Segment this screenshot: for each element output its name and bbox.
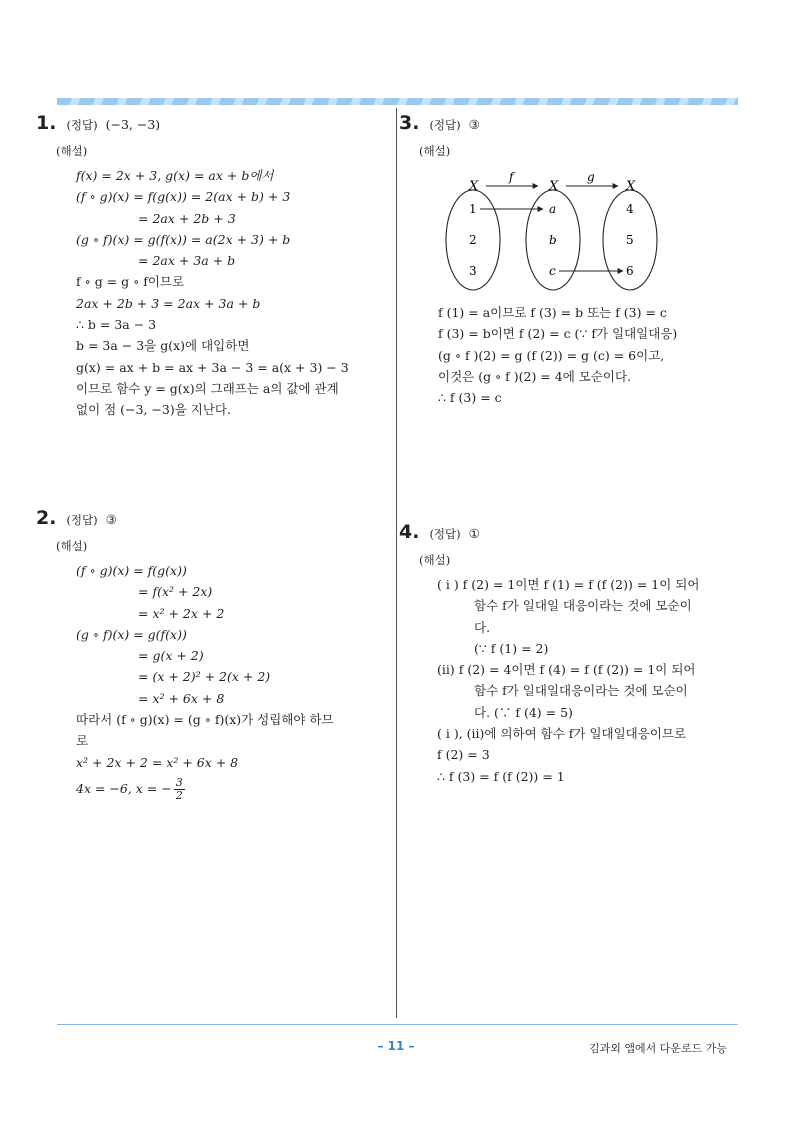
- answer-value: ③: [105, 512, 117, 527]
- solution-line: (f ∘ g)(x) = f(g(x)): [76, 563, 187, 578]
- g-label: g: [587, 170, 595, 184]
- element: 6: [626, 264, 634, 278]
- solution-lines: [76, 560, 386, 805]
- element: 4: [626, 202, 634, 216]
- solution-label: (해설): [56, 144, 88, 158]
- solution-line: = x² + 6x + 8: [138, 690, 225, 706]
- solution-line: ∴ f (3) = f (f (2)) = 1: [437, 768, 565, 784]
- solution-line: = f(x² + 2x): [138, 584, 213, 600]
- element: 1: [469, 202, 477, 216]
- footer-divider: [57, 1024, 738, 1025]
- problem-number: 4.: [399, 521, 420, 543]
- answer-label: (정답): [66, 513, 98, 527]
- problem-3: [399, 112, 749, 159]
- solution-line: = 2ax + 2b + 3: [138, 210, 236, 226]
- problem-3-solution: [438, 302, 738, 408]
- element: 2: [469, 233, 477, 247]
- problem-4: [399, 521, 744, 787]
- mapping-diagram: [442, 170, 667, 295]
- solution-line: = x² + 2x + 2: [138, 605, 225, 621]
- solution-line: f (1) = a이므로 f (3) = b 또는 f (3) = c: [438, 305, 667, 320]
- solution-line: (g ∘ f)(x) = g(f(x)): [76, 626, 187, 642]
- problem-number: 2.: [36, 507, 57, 529]
- answer-label: (정답): [429, 527, 461, 541]
- problem-3-header: [399, 112, 749, 134]
- problem-number: 3.: [399, 112, 420, 134]
- solution-line: b = 3a − 3을 g(x)에 대입하면: [76, 338, 250, 354]
- page-number: – 11 –: [377, 1039, 415, 1053]
- solution-line-fraction: [76, 773, 386, 805]
- solution-line: 따라서 (f ∘ g)(x) = (g ∘ f)(x)가 성립해야 하므: [76, 712, 334, 728]
- solution-line: = (x + 2)² + 2(x + 2): [138, 669, 271, 685]
- solution-line: 함수 f가 일대일대응이라는 것에 모순이: [474, 683, 688, 699]
- solution-line: 다. (∵ f (4) = 5): [474, 704, 573, 720]
- problem-4-header: [399, 521, 744, 543]
- solution-lines: [76, 165, 386, 421]
- solution-line: f (3) = b이면 f (2) = c (∵ f가 일대일대응): [438, 326, 678, 342]
- solution-line: f ∘ g = g ∘ f이므로: [76, 274, 185, 290]
- solution-line: 2ax + 2b + 3 = 2ax + 3a + b: [76, 295, 261, 311]
- solution-label: (해설): [419, 144, 451, 158]
- problem-1-header: [36, 112, 386, 134]
- problem-1: [36, 112, 386, 421]
- solution-line: ∴ b = 3a − 3: [76, 317, 157, 333]
- solution-line: ∴ f (3) = c: [438, 390, 502, 406]
- solution-line: 없이 점 (−3, −3)을 지난다.: [76, 402, 231, 418]
- problem-2: [36, 507, 386, 805]
- answer-label: (정답): [429, 118, 461, 132]
- answer-value: (−3, −3): [105, 117, 161, 132]
- solution-line: (g ∘ f)(x) = g(f(x)) = a(2x + 3) + b: [76, 231, 291, 247]
- solution-line: f (2) = 3: [437, 747, 490, 763]
- fraction-numerator: 3: [175, 775, 183, 789]
- solution-line: 이것은 (g ∘ f )(2) = 4에 모순이다.: [438, 368, 632, 384]
- footer-note: 김과외 앱에서 다운로드 가능: [588, 1042, 727, 1055]
- set-label-1: X: [469, 179, 479, 194]
- solution-line: (g ∘ f )(2) = g (f (2)) = g (c) = 6이고,: [438, 347, 665, 363]
- answer-value: ①: [468, 526, 480, 541]
- answer-value: ③: [468, 117, 480, 132]
- fraction-denominator: 2: [175, 788, 183, 802]
- fraction: [174, 777, 185, 802]
- element: 5: [626, 233, 634, 247]
- set-label-2: X: [549, 179, 559, 194]
- equation-text: 4x = −6, x = −: [76, 780, 172, 796]
- solution-line: 이므로 함수 y = g(x)의 그래프는 a의 값에 관계: [76, 380, 339, 396]
- solution-line: (∵ f (1) = 2): [474, 640, 549, 656]
- problem-number: 1.: [36, 112, 57, 134]
- problem-2-header: [36, 507, 386, 529]
- f-label: f: [509, 170, 514, 184]
- element: 3: [469, 264, 477, 278]
- solution-line: ( i ), (ii)에 의하여 함수 f가 일대일대응이므로: [437, 726, 687, 742]
- solution-line: f(x) = 2x + 3, g(x) = ax + b에서: [76, 168, 274, 183]
- element: b: [549, 233, 557, 247]
- solution-label: (해설): [419, 553, 451, 567]
- solution-line: 함수 f가 일대일 대응이라는 것에 모순이: [474, 598, 692, 614]
- solution-line: = 2ax + 3a + b: [138, 253, 236, 269]
- solution-line: (ii) f (2) = 4이면 f (4) = f (f (2)) = 1이 되어: [437, 662, 696, 678]
- solution-line: ( i ) f (2) = 1이면 f (1) = f (f (2)) = 1이 되어: [437, 577, 700, 592]
- solution-line: 로: [76, 733, 89, 749]
- solution-label: (해설): [56, 539, 88, 553]
- solution-line: g(x) = ax + b = ax + 3a − 3 = a(x + 3) − 3: [76, 359, 349, 375]
- solution-line: (f ∘ g)(x) = f(g(x)) = 2(ax + b) + 3: [76, 189, 291, 205]
- set-label-3: X: [626, 179, 636, 194]
- element: c: [549, 264, 556, 278]
- answer-label: (정답): [66, 118, 98, 132]
- solution-line: 다.: [474, 619, 491, 635]
- solution-line: x² + 2x + 2 = x² + 6x + 8: [76, 754, 239, 770]
- top-decor-band: [57, 98, 738, 105]
- element: a: [549, 202, 557, 216]
- column-divider: [396, 108, 397, 1018]
- solution-lines: [437, 574, 744, 787]
- solution-line: = g(x + 2): [138, 648, 204, 664]
